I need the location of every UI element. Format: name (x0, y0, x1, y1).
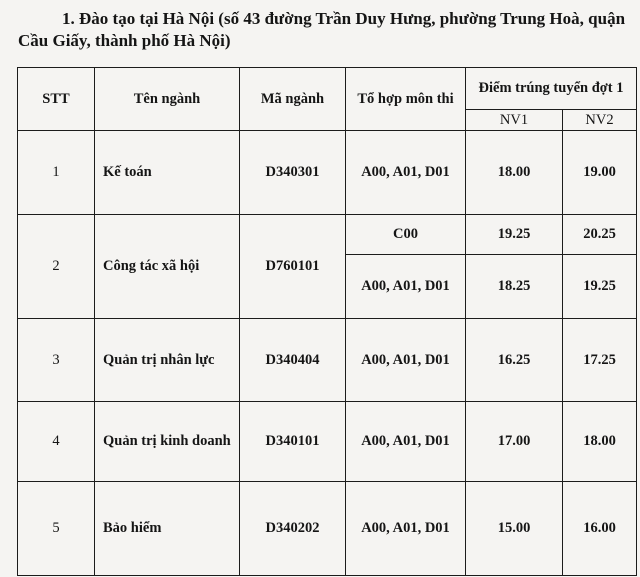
cell-nv1: 18.00 (466, 131, 563, 215)
cell-ten-nganh: Kế toán (95, 131, 240, 215)
heading-line-2: Cầu Giấy, thành phố Hà Nội) (18, 31, 231, 50)
cell-stt: 4 (18, 402, 95, 482)
cell-ma-nganh: D340101 (240, 402, 346, 482)
cell-nv2: 17.25 (563, 319, 637, 402)
cell-to-hop: A00, A01, D01 (346, 255, 466, 319)
header-nv2: NV2 (563, 110, 637, 131)
admission-scores-table (17, 67, 637, 576)
cell-to-hop: A00, A01, D01 (346, 131, 466, 215)
cell-ten-nganh: Quản trị kinh doanh (95, 402, 240, 482)
header-row (18, 68, 637, 110)
cell-nv2: 19.25 (563, 255, 637, 319)
cell-to-hop: C00 (346, 215, 466, 255)
cell-stt: 5 (18, 482, 95, 576)
cell-nv1: 17.00 (466, 402, 563, 482)
cell-ma-nganh: D340301 (240, 131, 346, 215)
header-ten-nganh: Tên ngành (95, 68, 240, 131)
cell-nv2: 19.00 (563, 131, 637, 215)
section-heading (18, 8, 630, 52)
cell-ma-nganh: D340404 (240, 319, 346, 402)
header-to-hop: Tổ hợp môn thi (346, 68, 466, 131)
header-nv1: NV1 (466, 110, 563, 131)
cell-ten-nganh: Công tác xã hội (95, 215, 240, 319)
table-row (18, 215, 637, 255)
cell-to-hop: A00, A01, D01 (346, 402, 466, 482)
table-row (18, 131, 637, 215)
cell-ten-nganh: Bảo hiểm (95, 482, 240, 576)
table-row (18, 319, 637, 402)
cell-ma-nganh: D340202 (240, 482, 346, 576)
cell-stt: 3 (18, 319, 95, 402)
cell-to-hop: A00, A01, D01 (346, 319, 466, 402)
cell-nv1: 19.25 (466, 215, 563, 255)
cell-ten-nganh: Quản trị nhân lực (95, 319, 240, 402)
header-diem-trung-tuyen: Điểm trúng tuyển đợt 1 (466, 68, 637, 110)
cell-nv1: 16.25 (466, 319, 563, 402)
cell-ma-nganh: D760101 (240, 215, 346, 319)
heading-line-1: 1. Đào tạo tại Hà Nội (số 43 đường Trần Duy Hưng, phường Trung Hoà, quận (62, 9, 626, 28)
cell-stt: 1 (18, 131, 95, 215)
header-stt: STT (18, 68, 95, 131)
cell-nv1: 15.00 (466, 482, 563, 576)
cell-nv2: 16.00 (563, 482, 637, 576)
table-row (18, 482, 637, 576)
cell-stt: 2 (18, 215, 95, 319)
table-row (18, 402, 637, 482)
cell-to-hop: A00, A01, D01 (346, 482, 466, 576)
cell-nv2: 20.25 (563, 215, 637, 255)
cell-nv1: 18.25 (466, 255, 563, 319)
cell-nv2: 18.00 (563, 402, 637, 482)
header-ma-nganh: Mã ngành (240, 68, 346, 131)
